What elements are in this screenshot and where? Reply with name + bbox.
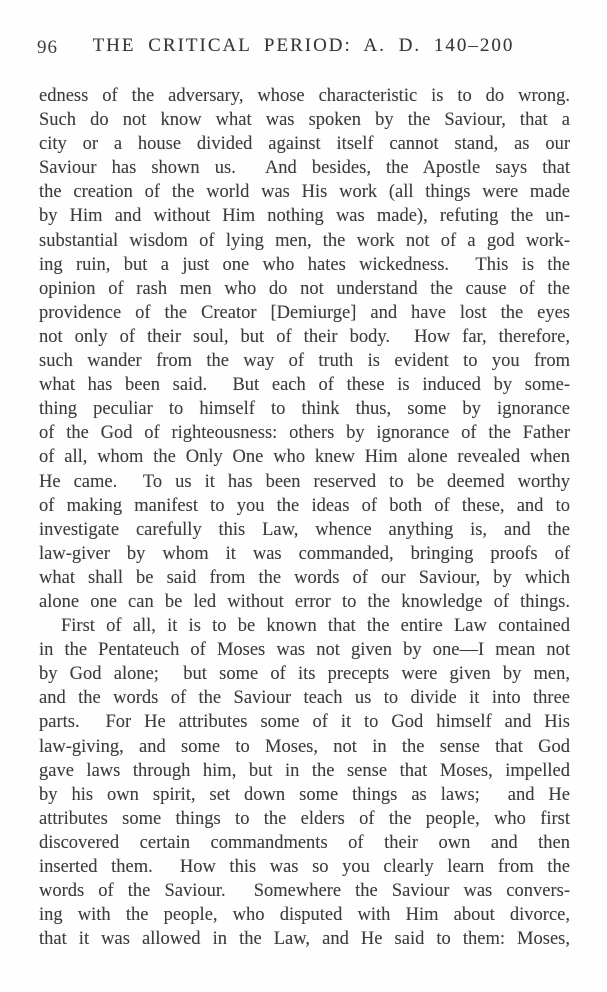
page-number: 96 (37, 37, 58, 58)
text-line: by Him and without Him nothing was made), refuting the un- (39, 206, 570, 227)
text-line: ing with the people, who disputed with Him about divorce, (39, 905, 570, 926)
text-line: law-giver by whom it was commanded, bringing proofs of (39, 543, 570, 564)
text-line: parts. For He attributes some of it to God himself and His (39, 712, 570, 733)
page-body (39, 84, 570, 951)
text-line: providence of the Creator [Demiurge] and have lost the eyes (39, 302, 570, 323)
text-line: thing peculiar to himself to think thus, some by ignorance (39, 399, 570, 420)
paragraph-2 (39, 614, 570, 951)
text-line: law-giving, and some to Moses, not in the sense that God (39, 736, 570, 757)
text-line: substantial wisdom of lying men, the work not of a god work- (39, 230, 570, 251)
text-line: that it was allowed in the Law, and He said to them: Moses, (39, 929, 570, 950)
text-line: of all, whom the Only One who knew Him alone revealed when (39, 447, 570, 468)
text-line: not only of their soul, but of their body. How far, therefore, (39, 326, 570, 347)
text-line: such wander from the way of truth is evident to you from (39, 351, 570, 372)
page-header (0, 35, 607, 61)
paragraph-1 (39, 84, 570, 614)
text-line: Saviour has shown us. And besides, the Apostle says that (39, 158, 570, 179)
text-line: what shall be said from the words of our Saviour, by which (39, 567, 570, 588)
text-line: discovered certain commandments of their own and then (39, 832, 570, 853)
text-line: the creation of the world was His work (all things were made (39, 182, 570, 203)
text-line: of making manifest to you the ideas of both of these, and to (39, 495, 570, 516)
text-line: inserted them. How this was so you clearly learn from the (39, 857, 570, 877)
running-title: THE CRITICAL PERIOD: A. D. 140–200 (92, 35, 515, 56)
text-line: city or a house divided against itself cannot stand, as our (39, 134, 570, 155)
text-line: in the Pentateuch of Moses was not given by one—I mean not (39, 640, 570, 661)
text-line: attributes some things to the elders of the people, who first (39, 808, 570, 829)
text-line: Such do not know what was spoken by the Saviour, that a (39, 110, 570, 131)
text-line: by God alone; but some of its precepts were given by men, (39, 664, 570, 685)
text-line: and the words of the Saviour teach us to divide it into three (39, 688, 570, 709)
text-line: investigate carefully this Law, whence anything is, and the (39, 519, 570, 540)
text-line: words of the Saviour. Somewhere the Saviour was convers- (39, 881, 570, 902)
text-line: what has been said. But each of these is induced by some- (39, 375, 570, 396)
text-line: gave laws through him, but in the sense that Moses, impelled (39, 760, 570, 781)
text-line: First of all, it is to be known that the entire Law contained (61, 616, 570, 637)
text-line: He came. To us it has been reserved to be deemed worthy (39, 471, 570, 492)
text-line: of the God of righteousness: others by ignorance of the Father (39, 423, 570, 444)
text-line: edness of the adversary, whose characteristic is to do wrong. (39, 86, 570, 106)
text-line: alone one can be led without error to the knowledge of things. (39, 591, 570, 612)
text-line: by his own spirit, set down some things as laws; and He (39, 784, 570, 805)
text-line: opinion of rash men who do not understand the cause of the (39, 278, 570, 299)
text-line: ing ruin, but a just one who hates wickedness. This is the (39, 254, 570, 275)
